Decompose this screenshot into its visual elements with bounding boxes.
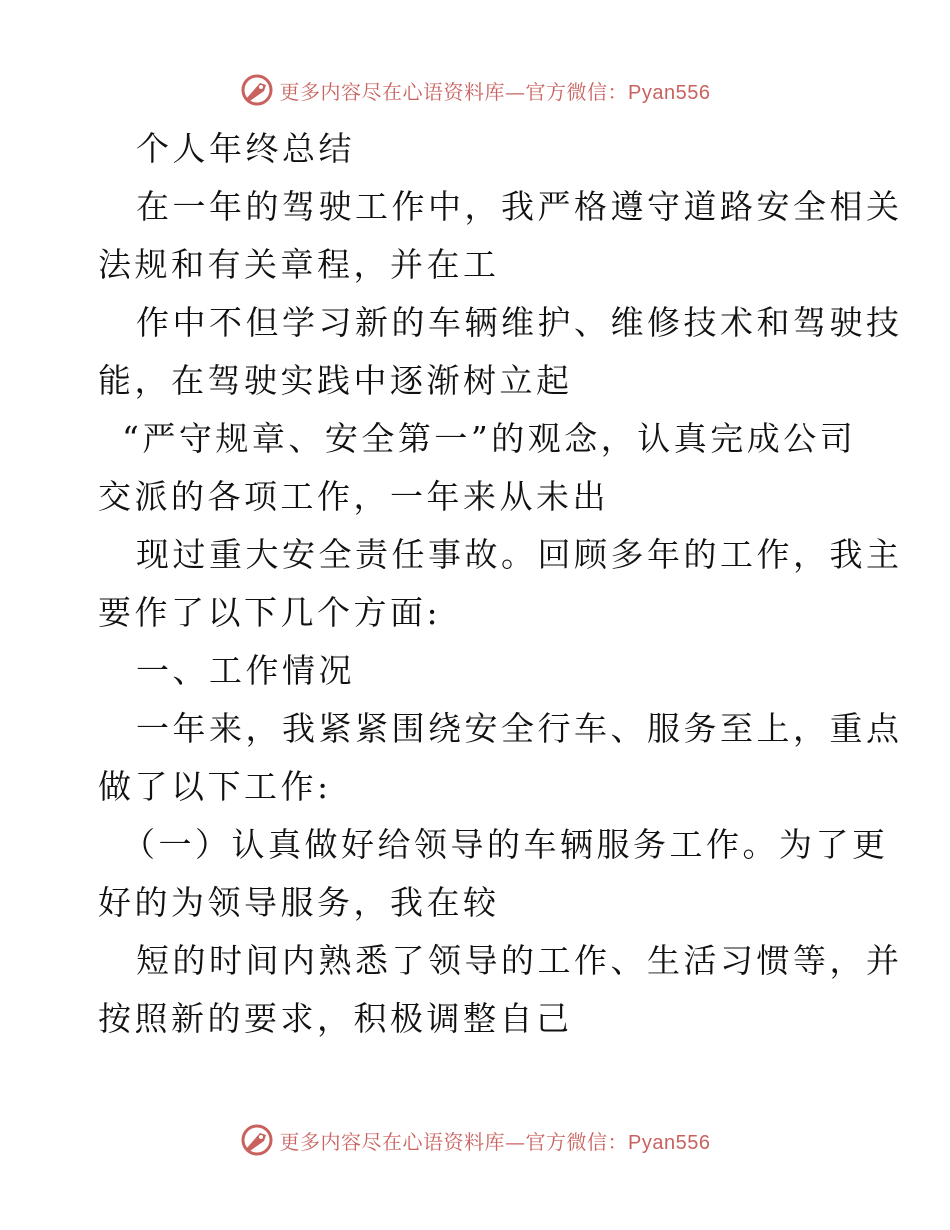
- paragraph-line: 做了以下工作:: [98, 767, 332, 806]
- paragraph-line: 交派的各项工作，一年来从未出: [98, 477, 609, 516]
- header-watermark-banner: [0, 70, 950, 110]
- pen-nib-logo-icon: [240, 1123, 274, 1157]
- paragraph-line: 能，在驾驶实践中逐渐树立起: [98, 361, 573, 400]
- paragraph-line: 法规和有关章程，并在工: [98, 245, 500, 284]
- paragraph-line: 在一年的驾驶工作中，我严格遵守道路安全相关: [136, 187, 903, 226]
- paragraph-line: 作中不但学习新的车辆维护、维修技术和驾驶技: [136, 303, 903, 342]
- pen-nib-logo-icon: [240, 73, 274, 107]
- watermark-text: 更多内容尽在心语资料库—官方微信：Pyan556: [279, 79, 711, 104]
- paragraph-line: 好的为领导服务，我在较: [98, 883, 500, 922]
- paragraph-line: 短的时间内熟悉了领导的工作、生活习惯等，并: [136, 941, 903, 980]
- document-title: 个人年终总结: [136, 129, 355, 168]
- paragraph-line: 按照新的要求，积极调整自己: [98, 999, 573, 1038]
- watermark-text: 更多内容尽在心语资料库—官方微信：Pyan556: [279, 1129, 711, 1154]
- section-heading: 一、工作情况: [136, 651, 355, 690]
- paragraph-line: 现过重大安全责任事故。回顾多年的工作，我主: [136, 535, 903, 574]
- wechat-id: Pyan556: [628, 1131, 711, 1154]
- wechat-id: Pyan556: [628, 81, 711, 104]
- document-body: [98, 120, 903, 1048]
- paragraph-line: （一）认真做好给领导的车辆服务工作。为了更: [122, 825, 889, 864]
- paragraph-line: “严守规章、安全第一”的观念，认真完成公司: [122, 419, 857, 458]
- paragraph-line: 一年来，我紧紧围绕安全行车、服务至上，重点: [136, 709, 903, 748]
- footer-watermark-banner: [0, 1120, 950, 1160]
- paragraph-line: 要作了以下几个方面:: [98, 593, 442, 632]
